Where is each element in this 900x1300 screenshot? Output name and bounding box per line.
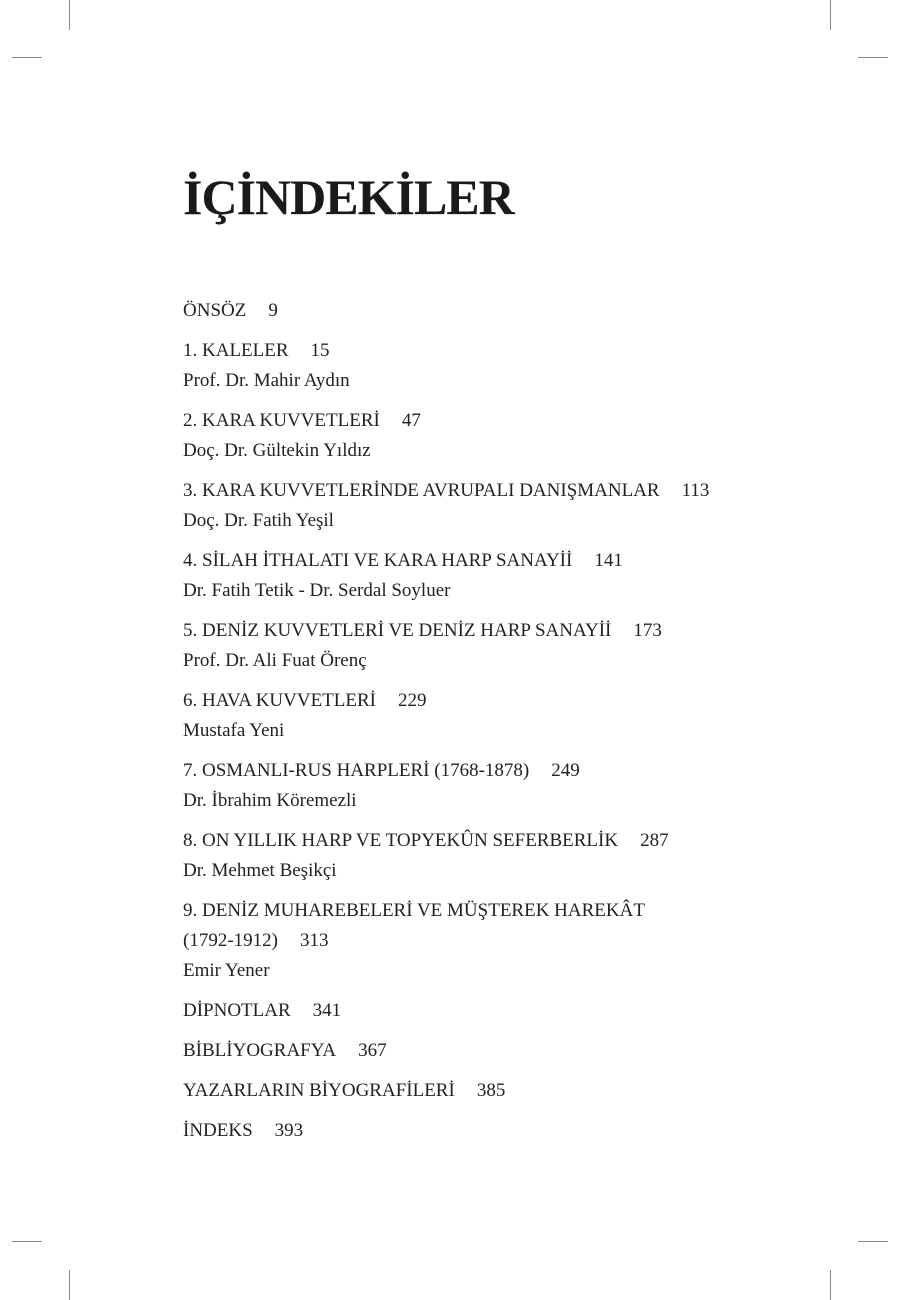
toc-entry-page-number: 287 xyxy=(640,830,669,851)
crop-mark-left-bottom xyxy=(12,1241,42,1242)
toc-entry xyxy=(183,1116,863,1146)
toc-entry-title xyxy=(183,996,863,1026)
crop-mark-right-bottom xyxy=(858,1241,888,1242)
toc-entry-title-text: 9. DENİZ MUHAREBELERİ VE MÜŞTEREK HAREKÂT xyxy=(183,900,645,921)
toc-entry-author: Prof. Dr. Ali Fuat Örenç xyxy=(183,650,367,671)
toc-entry-title xyxy=(183,1116,863,1146)
toc-entry-author: Doç. Dr. Gültekin Yıldız xyxy=(183,440,371,461)
toc-entry-page-number: 113 xyxy=(681,480,710,501)
toc-entry-page-number: 367 xyxy=(358,1040,387,1061)
toc-entry-title xyxy=(183,826,863,856)
crop-mark-top-right xyxy=(830,0,831,30)
toc-entry-author: Dr. İbrahim Köremezli xyxy=(183,790,357,811)
toc-entry-title-text: 2. KARA KUVVETLERİ xyxy=(183,410,380,431)
toc-entry xyxy=(183,686,863,746)
toc-entry-title xyxy=(183,756,863,786)
table-of-contents xyxy=(183,296,863,1156)
toc-entry-page-number: 385 xyxy=(476,1080,506,1101)
crop-mark-right-top xyxy=(858,57,888,58)
toc-entry-page-number: 341 xyxy=(312,1000,342,1021)
toc-entry xyxy=(183,1076,863,1106)
toc-entry-title xyxy=(183,296,863,326)
crop-mark-left-top xyxy=(12,57,42,58)
toc-entry-title-text: 5. DENİZ KUVVETLERİ VE DENİZ HARP SANAYİİ xyxy=(183,620,612,641)
toc-entry-page-number: 47 xyxy=(401,410,421,431)
toc-entry xyxy=(183,996,863,1026)
toc-entry-author: Doç. Dr. Fatih Yeşil xyxy=(183,510,334,531)
toc-entry-title xyxy=(183,336,863,366)
toc-entry-author: Mustafa Yeni xyxy=(183,720,285,741)
toc-entry-author: Prof. Dr. Mahir Aydın xyxy=(183,370,350,391)
toc-entry-title-text: 3. KARA KUVVETLERİNDE AVRUPALI DANIŞMANLAR xyxy=(183,480,660,501)
toc-entry-title-text: 7. OSMANLI-RUS HARPLERİ (1768-1878) xyxy=(183,760,530,781)
toc-entry-title-text: BİBLİYOGRAFYA xyxy=(183,1040,337,1061)
toc-entry-title-text: 4. SİLAH İTHALATI VE KARA HARP SANAYİİ xyxy=(183,550,573,571)
toc-entry-title xyxy=(183,476,863,506)
toc-entry-author: Dr. Mehmet Beşikçi xyxy=(183,860,337,881)
toc-entry-title-text: ÖNSÖZ xyxy=(183,300,247,321)
toc-entry xyxy=(183,296,863,326)
toc-entry-title-text: 1. KALELER xyxy=(183,340,289,361)
toc-entry-title xyxy=(183,406,863,436)
toc-entry xyxy=(183,826,863,886)
toc-entry-page-number: 393 xyxy=(274,1120,304,1141)
toc-entry-page-number: 9 xyxy=(268,300,278,321)
toc-entry-title-text: 8. ON YILLIK HARP VE TOPYEKÛN SEFERBERLİK xyxy=(183,830,619,851)
toc-entry-title xyxy=(183,686,863,716)
crop-mark-bottom-left xyxy=(69,1270,70,1300)
toc-entry xyxy=(183,406,863,466)
toc-entry-title-text: YAZARLARIN BİYOGRAFİLERİ xyxy=(183,1080,455,1101)
toc-entry-page-number: 229 xyxy=(398,690,427,711)
toc-entry-page-number: 313 xyxy=(299,930,329,951)
toc-entry-title xyxy=(183,546,863,576)
toc-entry-title xyxy=(183,1076,863,1106)
toc-entry-author: Emir Yener xyxy=(183,960,270,981)
toc-entry-page-number: 249 xyxy=(551,760,580,781)
toc-entry xyxy=(183,546,863,606)
crop-mark-bottom-right xyxy=(830,1270,831,1300)
toc-entry xyxy=(183,756,863,816)
toc-entry-title xyxy=(183,926,863,956)
toc-entry xyxy=(183,476,863,536)
toc-entry-title-text: 6. HAVA KUVVETLERİ xyxy=(183,690,376,711)
crop-mark-top-left xyxy=(69,0,70,30)
toc-entry xyxy=(183,336,863,396)
toc-entry xyxy=(183,1036,863,1066)
toc-entry-title xyxy=(183,616,863,646)
toc-entry xyxy=(183,896,863,986)
toc-entry-page-number: 141 xyxy=(594,550,623,571)
toc-entry-title-text: (1792-1912) xyxy=(183,930,278,951)
toc-entry-title xyxy=(183,1036,863,1066)
toc-entry-title xyxy=(183,896,863,926)
toc-entry-page-number: 15 xyxy=(310,340,330,361)
toc-entry xyxy=(183,616,863,676)
toc-entry-author: Dr. Fatih Tetik - Dr. Serdal Soyluer xyxy=(183,580,451,601)
toc-entry-title-text: DİPNOTLAR xyxy=(183,1000,291,1021)
toc-entry-page-number: 173 xyxy=(633,620,662,641)
page-title: İÇİNDEKİLER xyxy=(183,169,514,225)
toc-entry-title-text: İNDEKS xyxy=(183,1120,253,1141)
